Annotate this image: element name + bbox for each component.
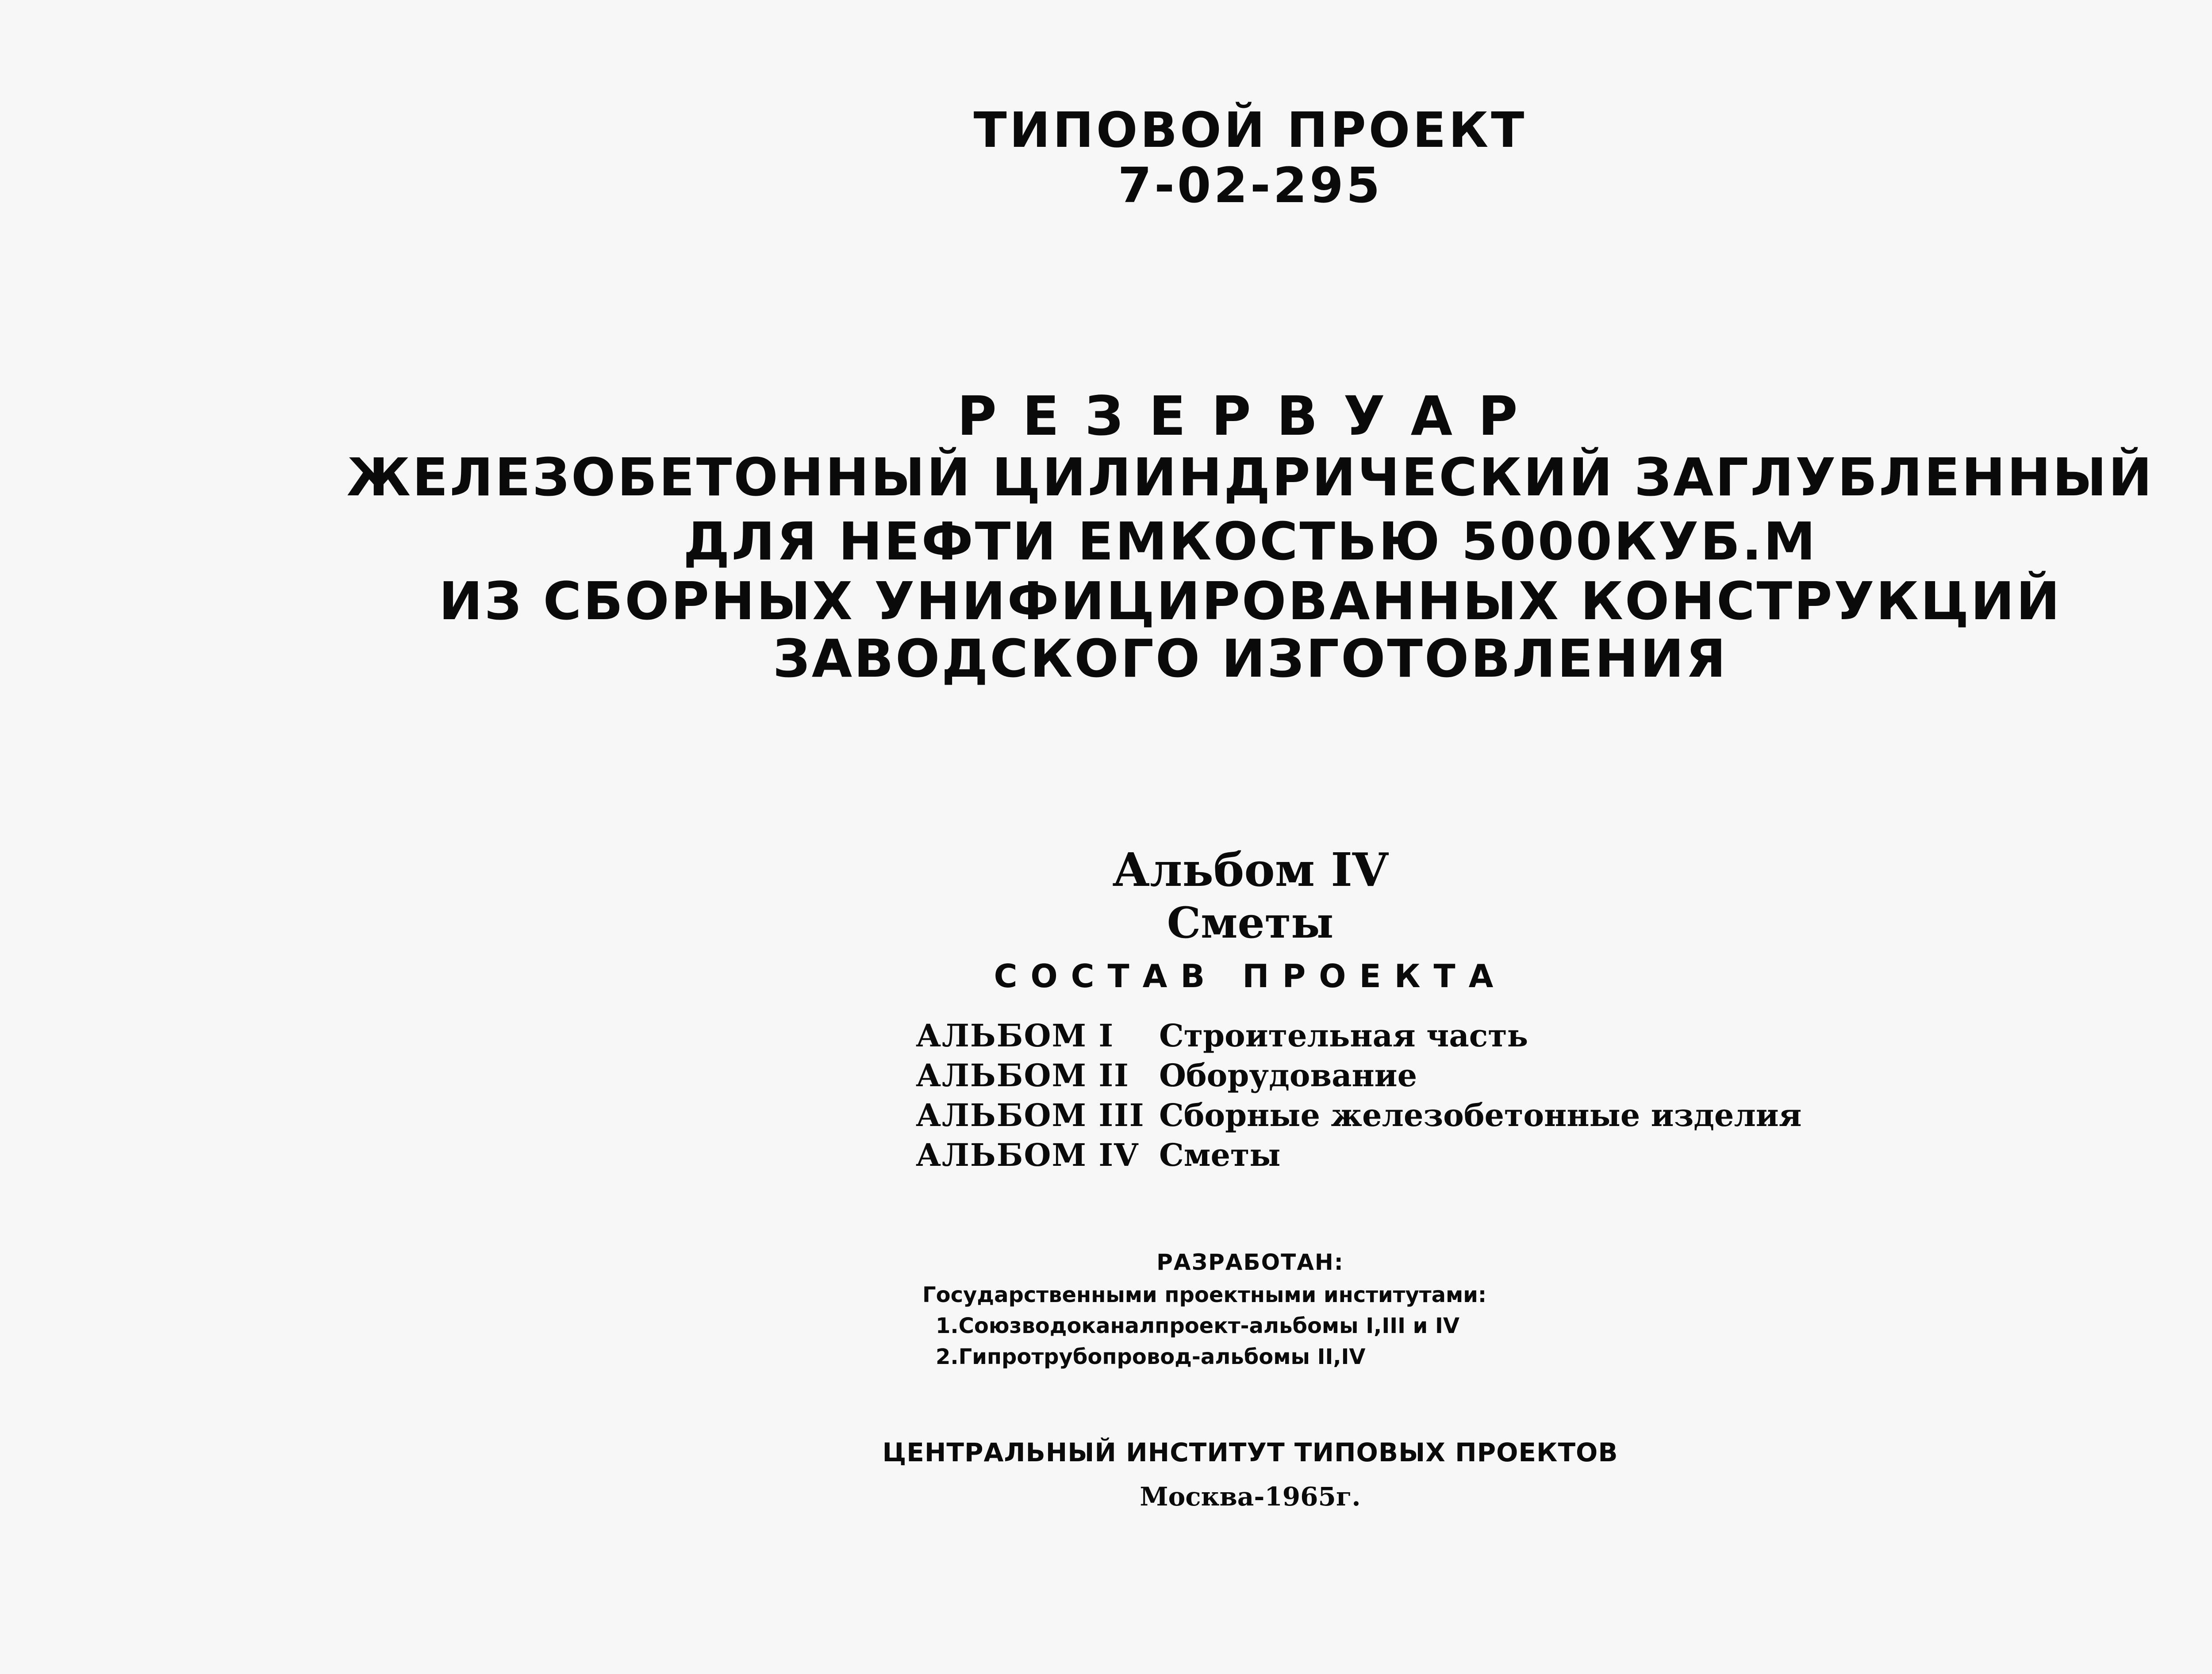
title-heading: РЕЗЕРВУАР [957, 385, 1544, 448]
composition-description: Строительная часть [1159, 1017, 1528, 1054]
composition-heading: СОСТАВ ПРОЕКТА [994, 958, 1507, 995]
publisher-city-year: Москва-1965г. [1140, 1482, 1361, 1512]
composition-album: АЛЬБОМ I [916, 1017, 1114, 1054]
composition-description: Оборудование [1159, 1057, 1417, 1094]
project-type-label: ТИПОВОЙ ПРОЕКТ [973, 102, 1527, 158]
album-name: Альбом IV [1112, 843, 1388, 897]
composition-album: АЛЬБОМ II [916, 1057, 1129, 1094]
composition-album: АЛЬБОМ IV [916, 1137, 1139, 1173]
developed-item: 2.Гипротрубопровод-альбомы II,IV [936, 1345, 1366, 1369]
developed-heading: РАЗРАБОТАН: [1156, 1249, 1344, 1275]
developed-item: 1.Союзводоканалпроект-альбомы I,III и IV [936, 1314, 1460, 1338]
title-line-3: ИЗ СБОРНЫХ УНИФИЦИРОВАННЫХ КОНСТРУКЦИЙ [439, 571, 2062, 632]
title-line-2: ДЛЯ НЕФТИ ЕМКОСТЬЮ 5000КУБ.М [683, 511, 1817, 572]
composition-description: Сметы [1159, 1137, 1281, 1173]
composition-album: АЛЬБОМ III [916, 1097, 1145, 1134]
album-subtitle: Сметы [1167, 898, 1334, 948]
title-line-1: ЖЕЛЕЗОБЕТОННЫЙ ЦИЛИНДРИЧЕСКИЙ ЗАГЛУБЛЕННЫЙ [346, 447, 2154, 508]
project-number: 7-02-295 [1118, 157, 1383, 214]
publisher-name: ЦЕНТРАЛЬНЫЙ ИНСТИТУТ ТИПОВЫХ ПРОЕКТОВ [882, 1437, 1618, 1467]
title-line-4: ЗАВОДСКОГО ИЗГОТОВЛЕНИЯ [772, 628, 1728, 689]
composition-description: Сборные железобетонные изделия [1159, 1097, 1802, 1134]
developed-intro: Государственными проектными институтами: [922, 1283, 1487, 1307]
developed-block [922, 1283, 1486, 1375]
